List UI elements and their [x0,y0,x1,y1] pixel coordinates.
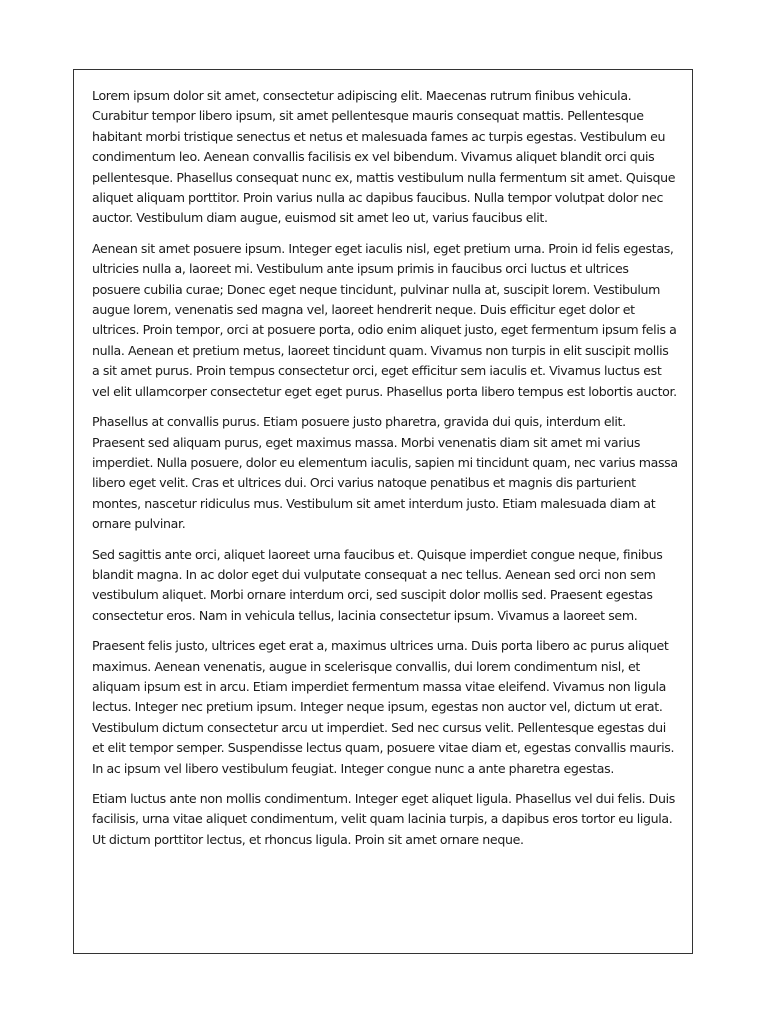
paragraph-4: Sed sagittis ante orci, aliquet laoreet urna faucibus et. Quisque imperdiet congue neque, finibus blandit magna. In ac dolor eget dui vulputate consequat a nec tellus. Aenean sed orci non sem vestibulum aliquet. Morbi ornare interdum orci, sed suscipit dolor mollis sed. Praesent egestas consectetur eros. Nam in vehicula tellus, lacinia consectetur ipsum. Vivamus a laoreet sem. [92,546,663,623]
document-page [73,69,693,954]
paragraph-1: Lorem ipsum dolor sit amet, consectetur adipiscing elit. Maecenas rutrum finibus vehicula. Curabitur tempor libero ipsum, sit amet pellentesque mauris consequat mattis. Pellentesque habitant morbi tristique senectus et netus et malesuada fames ac turpis egestas. Vestibulum eu condimentum leo. Aenean convallis facilisis ex vel bibendum. Vivamus aliquet blandit orci quis pellentesque. Phasellus consequat nunc ex, mattis vestibulum nulla fermentum sit amet. Quisque aliquet aliquam porttitor. Proin varius nulla ac dapibus faucibus. Nulla tempor volutpat dolor nec auctor. Vestibulum diam augue, euismod sit amet leo ut, varius faucibus elit. [92,88,676,226]
paragraph-6: Etiam luctus ante non mollis condimentum. Integer eget aliquet ligula. Phasellus vel dui felis. Duis facilisis, urna vitae aliquet condimentum, velit quam lacinia turpis, a dapibus eros tortor eu ligula. Ut dictum porttitor lectus, et rhoncus ligula. Proin sit amet ornare neque. [92,791,675,847]
paragraph-3: Phasellus at convallis purus. Etiam posuere justo pharetra, gravida dui quis, interdum elit. Praesent sed aliquam purus, eget maximus massa. Morbi venenatis diam sit amet mi varius imperdiet. Nulla posuere, dolor eu elementum iaculis, sapien mi tincidunt quam, nec varius massa libero eget velit. Cras et ultrices dui. Orci varius natoque penatibus et magnis dis parturient montes, nascetur ridiculus mus. Vestibulum sit amet interdum justo. Etiam malesuada diam at ornare pulvinar. [92,414,678,532]
paragraph-2: Aenean sit amet posuere ipsum. Integer eget iaculis nisl, eget pretium urna. Proin id felis egestas, ultricies nulla a, laoreet mi. Vestibulum ante ipsum primis in faucibus orci luctus et ultrices posuere cubilia curae; Donec eget neque tincidunt, pulvinar nulla at, suscipit lorem. Vestibulum augue lorem, venenatis sed magna vel, laoreet hendrerit neque. Duis efficitur eget dolor et ultrices. Proin tempor, orci at posuere porta, odio enim aliquet justo, eget fermentum ipsum felis a nulla. Aenean et pretium metus, laoreet tincidunt quam. Vivamus non turpis in elit suscipit mollis a sit amet purus. Proin tempus consectetur orci, eget efficitur sem iaculis et. Vivamus luctus est vel elit ullamcorper consectetur eget eget purus. Phasellus porta libero tempus est lobortis auctor. [92,240,677,399]
document-body [92,86,678,860]
paragraph-5: Praesent felis justo, ultrices eget erat a, maximus ultrices urna. Duis porta libero ac purus aliquet maximus. Aenean venenatis, augue in scelerisque convallis, dui lorem condimentum nisl, et aliquam ipsum est in arcu. Etiam imperdiet fermentum massa vitae eleifend. Vivamus non ligula lectus. Integer nec pretium ipsum. Integer neque ipsum, egestas non auctor vel, dictum ut erat. Vestibulum dictum consectetur arcu ut imperdiet. Sed nec cursus velit. Pellentesque egestas dui et elit tempor semper. Suspendisse lectus quam, posuere vitae diam et, egestas convallis mauris. In ac ipsum vel libero vestibulum feugiat. Integer congue nunc a ante pharetra egestas. [92,638,675,776]
